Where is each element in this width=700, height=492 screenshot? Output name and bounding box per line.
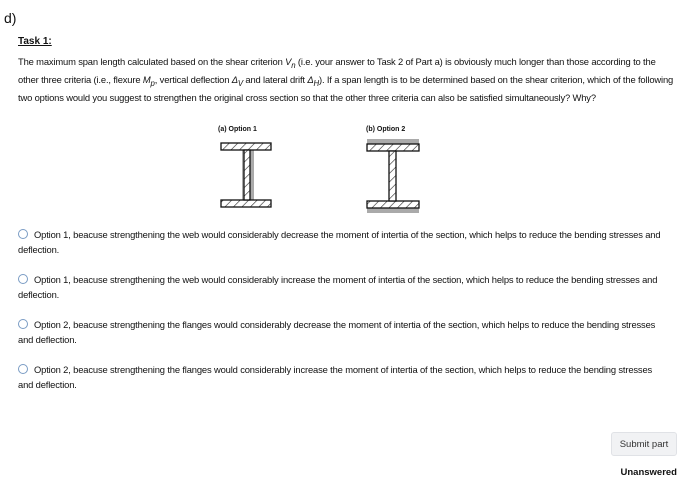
- figure-option-1: [218, 126, 278, 218]
- status-text: Unanswered: [620, 467, 677, 478]
- figure-label: (b) Option 2: [366, 126, 406, 133]
- i-beam-flanges-strengthened: [366, 137, 426, 217]
- option-3-radio[interactable]: [18, 317, 668, 347]
- option-4-radio[interactable]: [18, 362, 668, 392]
- question-text: The maximum span length calculated based on the shear criterion $V_n$ (i.e. your answer to Task 2 of Part a) is obviously much longer than those according to the other three criteria (i.e., flexure $M_p$, vertical deflection $\Delta_V$ and lateral drift $\Delta_H$). If a span length is to be determined based on the shear criterion, which of the following two options would you suggest to strengthen the original cross section so that the other three criteria can also be satisfied simultaneously? Why?: [18, 56, 674, 104]
- task-title: Task 1:: [18, 36, 52, 47]
- option-label: Option 1, beacuse strengthening the web would considerably increase the moment of intertia of the section, which helps to reduce the bending stresses and deflection.: [18, 274, 658, 300]
- radio-icon[interactable]: [18, 364, 28, 374]
- option-label: Option 1, beacuse strengthening the web would considerably decrease the moment of intertia of the section, which helps to reduce the bending stresses and deflection.: [18, 229, 661, 255]
- option-1-radio[interactable]: [18, 227, 668, 257]
- radio-icon[interactable]: [18, 319, 28, 329]
- part-label: d): [4, 10, 17, 26]
- radio-icon[interactable]: [18, 229, 28, 239]
- option-2-radio[interactable]: [18, 272, 668, 302]
- option-label: Option 2, beacuse strengthening the flanges would considerably decrease the moment of intertia of the section, which helps to reduce the bending stresses and deflection.: [18, 319, 656, 345]
- option-label: Option 2, beacuse strengthening the flanges would considerably increase the moment of intertia of the section, which helps to reduce the bending stresses and deflection.: [18, 364, 653, 390]
- figure-option-2: [366, 126, 426, 222]
- submit-part-button[interactable]: Submit part: [611, 432, 677, 456]
- i-beam-web-strengthened: [218, 137, 278, 213]
- figure-label: (a) Option 1: [218, 126, 257, 133]
- radio-icon[interactable]: [18, 274, 28, 284]
